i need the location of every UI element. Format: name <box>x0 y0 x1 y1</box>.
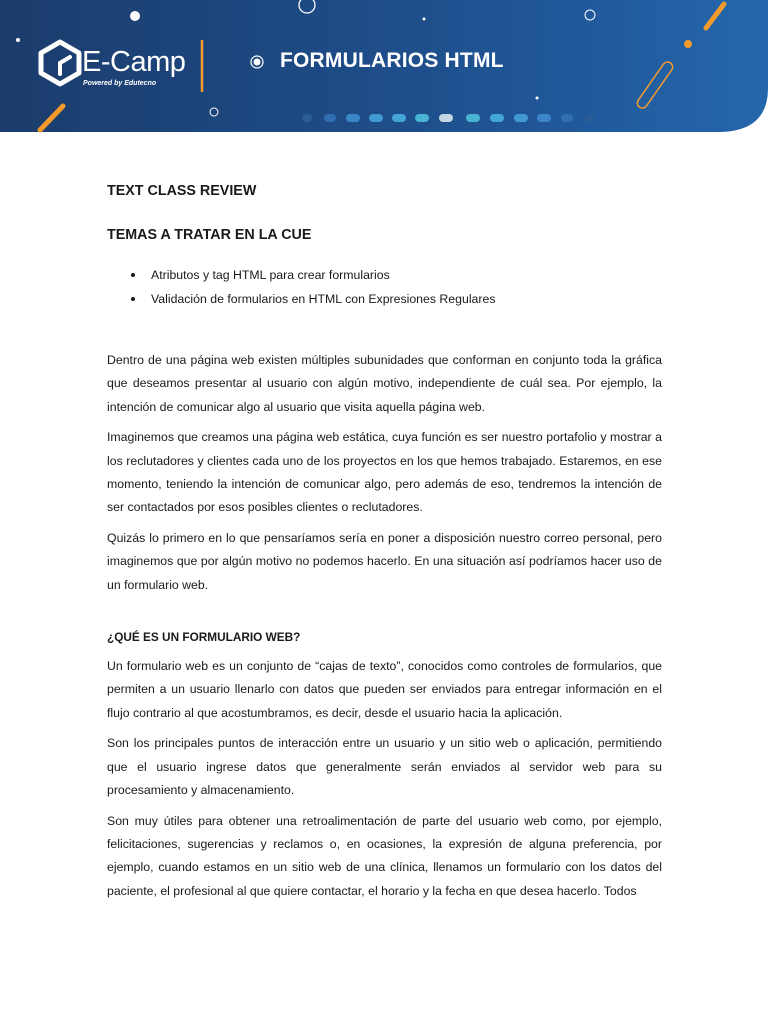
paragraph: Son los principales puntos de interacción entre un usuario y un sitio web o aplicación, permitiendo que el usuario ingrese datos que generalmente serán enviados al servidor web para su procesamiento y almacenamiento. <box>107 736 662 798</box>
heading-topics: TEMAS A TRATAR EN LA CUE <box>107 227 312 243</box>
list-item: Validación de formularios en HTML con Expresiones Regulares <box>151 287 662 311</box>
paragraph: Dentro de una página web existen múltiples subunidades que conforman en conjunto toda la gráfica que deseamos presentar al usuario con algún motivo, independiente de cuál sea. Por ejemplo, la intención de comunicar algo al usuario que visita aquella página web. <box>107 353 662 414</box>
section-heading: ¿QUÉ ES UN FORMULARIO WEB? <box>107 630 301 645</box>
paragraph: Son muy útiles para obtener una retroalimentación de parte del usuario web como, por ejemplo, felicitaciones, sugerencias y reclamos o, en ocasiones, la expresión de alguna preferencia, por ejemplo, cuando estamos en un sitio web de una clínica, llenamos un formulario con los datos del paciente, el profesional al que quiere contactar, el horario y la fecha en que desea hacerlo. Todos <box>107 813 662 898</box>
paragraph: Quizás lo primero en lo que pensaríamos sería en poner a disposición nuestro correo personal, pero imaginemos que por algún motivo no podemos hacerlo. En una situación así podríamos hacer uso de un formulario web. <box>107 530 662 592</box>
logo-tagline: Powered by Edutecno <box>83 80 157 87</box>
paragraph: Imaginemos que creamos una página web estática, cuya función es ser nuestro portafolio y mostrar a los reclutadores y clientes cada uno de los proyectos en los que hemos trabajado. Estaremos, en ese momento, teniendo la intención de comunicar algo, pero además de eso, tendremos la intención de ser contactados por esos posibles clientes o reclutadores. <box>107 430 662 515</box>
topics-list <box>107 263 662 311</box>
list-item: Atributos y tag HTML para crear formularios <box>151 263 662 287</box>
paragraph: Un formulario web es un conjunto de “cajas de texto”, conocidos como controles de formularios, que permiten a un usuario llenarlo con datos que pueden ser enviados para entregar información en el flujo contrario al que acostumbramos, es decir, desde el usuario hacia la aplicación. <box>107 659 662 720</box>
document-body <box>107 181 662 910</box>
page-title: FORMULARIOS HTML <box>280 49 504 72</box>
logo-name: E-Camp <box>82 46 186 78</box>
header-banner <box>0 0 768 134</box>
heading-class-review: TEXT CLASS REVIEW <box>107 183 257 199</box>
